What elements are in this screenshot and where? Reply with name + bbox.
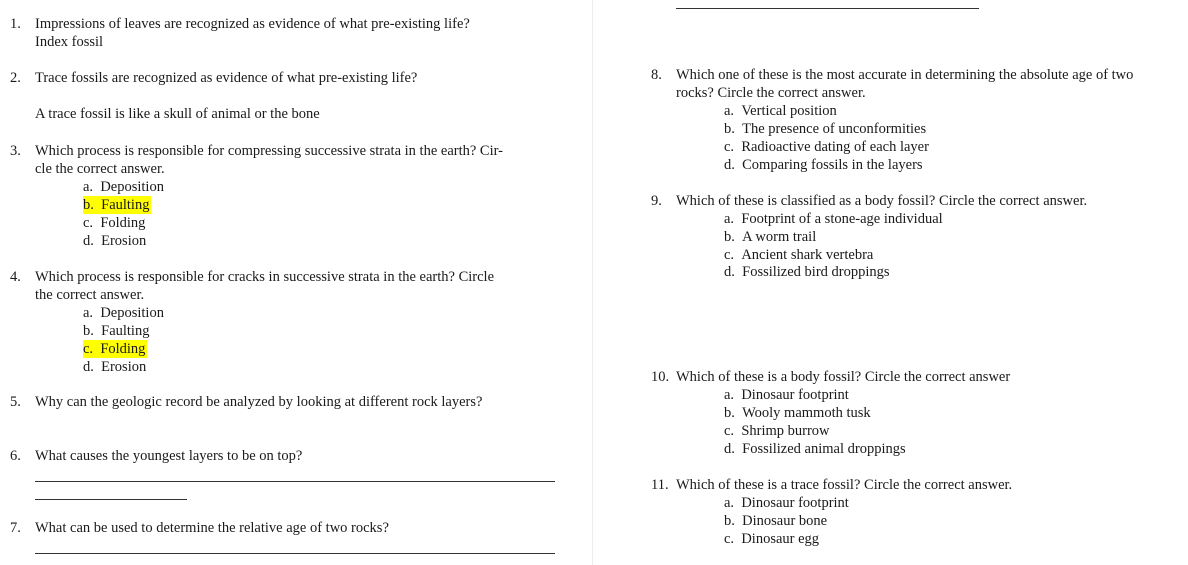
option-letter: d. (724, 157, 735, 173)
question-text: Which of these is a body fossil? Circle the correct answer (676, 369, 1011, 385)
option-a[interactable] (724, 494, 849, 512)
option-text: Erosion (101, 359, 147, 375)
question-text: Trace fossils are recognized as evidence of what pre-existing life? (35, 70, 418, 86)
answer-line[interactable] (35, 481, 555, 482)
option-b[interactable] (724, 120, 926, 138)
option-letter: b. (724, 229, 735, 245)
question-text: What can be used to determine the relative age of two rocks? (35, 520, 389, 536)
option-c[interactable] (724, 246, 873, 264)
question-text-cont: the correct answer. (35, 287, 145, 303)
option-text: Shrimp burrow (741, 423, 830, 439)
option-c[interactable] (724, 530, 819, 548)
answer-line[interactable] (676, 8, 979, 9)
answer-text: A trace fossil is like a skull of animal or the bone (35, 106, 320, 122)
option-text: The presence of unconformities (742, 121, 927, 137)
option-letter: d. (724, 264, 735, 280)
question-number: 9. (651, 193, 662, 209)
question-number: 1. (10, 16, 21, 32)
option-text: Dinosaur bone (742, 513, 828, 529)
answer-text: Index fossil (35, 34, 104, 50)
option-d[interactable] (83, 358, 146, 376)
question-text: Impressions of leaves are recognized as evidence of what pre-existing life? (35, 16, 470, 32)
option-letter: d. (724, 441, 735, 457)
option-text: Faulting (101, 323, 150, 339)
question-number: 10. (651, 369, 670, 385)
option-d[interactable] (724, 263, 890, 281)
option-letter: a. (724, 103, 735, 119)
option-text: A worm trail (742, 229, 817, 245)
question-number: 5. (10, 394, 21, 410)
option-c[interactable] (83, 214, 145, 232)
option-text: Fossilized bird droppings (742, 264, 890, 280)
option-text: Folding (100, 341, 146, 357)
option-letter: a. (724, 387, 735, 403)
option-letter: a. (83, 305, 94, 321)
option-b[interactable] (724, 404, 871, 422)
option-letter: a. (724, 211, 735, 227)
option-letter: a. (724, 495, 735, 511)
option-text: Faulting (101, 197, 150, 213)
question-text: Which of these is a trace fossil? Circle the correct answer. (676, 477, 1013, 493)
option-b[interactable] (83, 322, 149, 340)
option-text: Dinosaur egg (741, 531, 820, 547)
option-letter: b. (83, 197, 94, 213)
question-number: 8. (651, 67, 662, 83)
question-text: Why can the geologic record be analyzed by looking at different rock layers? (35, 394, 483, 410)
option-text: Radioactive dating of each layer (741, 139, 929, 155)
option-text: Footprint of a stone-age individual (741, 211, 943, 227)
option-text: Vertical position (741, 103, 837, 119)
option-letter: c. (724, 139, 735, 155)
option-text: Comparing fossils in the layers (742, 157, 923, 173)
option-letter: b. (724, 405, 735, 421)
option-d[interactable] (724, 156, 923, 174)
question-text: What causes the youngest layers to be on top? (35, 448, 303, 464)
option-text: Ancient shark vertebra (741, 247, 874, 263)
option-text: Deposition (100, 305, 164, 321)
question-text-cont: rocks? Circle the correct answer. (676, 85, 866, 101)
option-a[interactable] (724, 210, 943, 228)
question-text: Which process is responsible for cracks in successive strata in the earth? Circle (35, 269, 495, 285)
page-divider (592, 0, 593, 565)
option-a[interactable] (83, 178, 164, 196)
option-letter: b. (724, 121, 735, 137)
option-text: Erosion (101, 233, 147, 249)
option-b[interactable] (724, 512, 827, 530)
answer-line[interactable] (35, 553, 555, 554)
option-letter: c. (83, 341, 94, 357)
option-text: Folding (100, 215, 146, 231)
option-text: Deposition (100, 179, 164, 195)
option-a[interactable] (83, 304, 164, 322)
question-number: 3. (10, 143, 21, 159)
question-number: 11. (651, 477, 669, 493)
option-d[interactable] (724, 440, 906, 458)
question-text: Which of these is classified as a body fossil? Circle the correct answer. (676, 193, 1088, 209)
option-letter: d. (83, 233, 94, 249)
option-a[interactable] (724, 386, 849, 404)
option-text: Wooly mammoth tusk (742, 405, 871, 421)
question-number: 6. (10, 448, 21, 464)
question-text: Which process is responsible for compressing successive strata in the earth? Cir- (35, 143, 504, 159)
option-letter: b. (83, 323, 94, 339)
question-text: Which one of these is the most accurate in determining the absolute age of two (676, 67, 1134, 83)
question-number: 4. (10, 269, 21, 285)
option-b[interactable] (724, 228, 816, 246)
option-letter: b. (724, 513, 735, 529)
answer-line[interactable] (35, 499, 187, 500)
option-text: Dinosaur footprint (741, 495, 849, 511)
option-letter: c. (83, 215, 94, 231)
option-c-highlighted[interactable] (83, 340, 147, 358)
option-letter: d. (83, 359, 94, 375)
question-text-cont: cle the correct answer. (35, 161, 165, 177)
option-a[interactable] (724, 102, 837, 120)
option-d[interactable] (83, 232, 146, 250)
option-letter: a. (83, 179, 94, 195)
question-number: 2. (10, 70, 21, 86)
option-text: Fossilized animal droppings (742, 441, 906, 457)
question-number: 7. (10, 520, 21, 536)
option-b-highlighted[interactable] (83, 196, 151, 214)
option-letter: c. (724, 247, 735, 263)
option-letter: c. (724, 423, 735, 439)
option-c[interactable] (724, 422, 830, 440)
option-text: Dinosaur footprint (741, 387, 849, 403)
option-letter: c. (724, 531, 735, 547)
option-c[interactable] (724, 138, 929, 156)
